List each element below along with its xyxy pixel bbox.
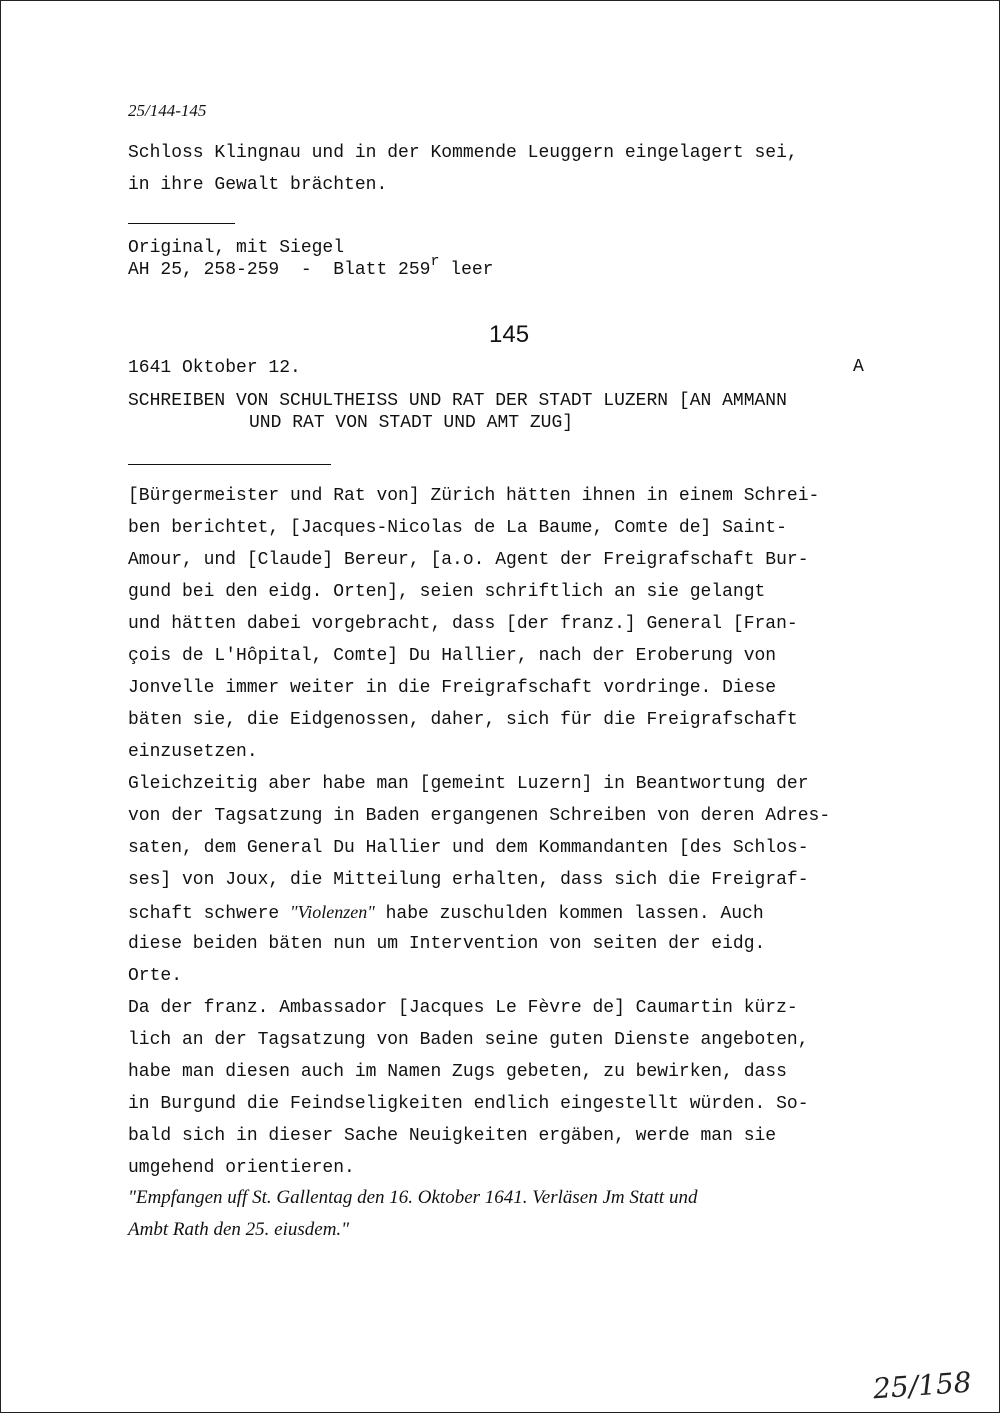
body-line: in Burgund die Feindseligkeiten endlich eingestellt würden. So- bbox=[128, 1094, 809, 1114]
body-line: çois de L'Hôpital, Comte] Du Hallier, nach der Eroberung von bbox=[128, 646, 777, 666]
continuation-line-1: Schloss Klingnau und in der Kommende Leuggern eingelagert sei, bbox=[128, 143, 798, 163]
body-line: bäten sie, die Eidgenossen, daher, sich für die Freigrafschaft bbox=[128, 710, 798, 730]
body-line-start: schaft schwere bbox=[128, 904, 291, 924]
source-note-superscript: r bbox=[430, 253, 440, 270]
page-reference: 25/144-145 bbox=[128, 101, 207, 120]
separator-rule-short bbox=[128, 223, 235, 224]
continuation-line-2: in ihre Gewalt brächten. bbox=[128, 175, 388, 195]
body-line: einzusetzen. bbox=[128, 742, 258, 762]
document-title-line-2: UND RAT VON STADT UND AMT ZUG] bbox=[249, 413, 574, 433]
body-line: ses] von Joux, die Mitteilung erhalten, dass sich die Freigraf- bbox=[128, 870, 809, 890]
document-date: 1641 Oktober 12. bbox=[128, 358, 301, 378]
source-note-line-2 bbox=[128, 253, 494, 280]
body-line: Orte. bbox=[128, 966, 183, 986]
body-line: habe man diesen auch im Namen Zugs gebeten, zu bewirken, dass bbox=[128, 1062, 787, 1082]
document-title-line-1: SCHREIBEN VON SCHULTHEISS UND RAT DER STADT LUZERN [AN AMMANN bbox=[128, 391, 787, 411]
body-line: bald sich in dieser Sache Neuigkeiten ergäben, werde man sie bbox=[128, 1126, 777, 1146]
body-line-with-quote bbox=[128, 902, 764, 924]
body-line: [Bürgermeister und Rat von] Zürich hätten ihnen in einem Schrei- bbox=[128, 486, 820, 506]
document-letter: A bbox=[853, 357, 864, 377]
body-line: Amour, und [Claude] Bereur, [a.o. Agent der Freigrafschaft Bur- bbox=[128, 550, 809, 570]
separator-rule-long bbox=[128, 464, 331, 465]
body-line: gund bei den eidg. Orten], seien schriftlich an sie gelangt bbox=[128, 582, 766, 602]
source-note-ref: AH 25, 258-259 - Blatt 259 bbox=[128, 260, 431, 280]
quoted-word: "Violenzen" bbox=[290, 902, 375, 922]
body-line: und hätten dabei vorgebracht, dass [der franz.] General [Fran- bbox=[128, 614, 798, 634]
body-line: Da der franz. Ambassador [Jacques Le Fèvre de] Caumartin kürz- bbox=[128, 998, 798, 1018]
handwritten-page-stamp: 25/158 bbox=[871, 1365, 973, 1406]
endorsement-line-2: Ambt Rath den 25. eiusdem." bbox=[128, 1219, 350, 1240]
body-line: umgehend orientieren. bbox=[128, 1158, 355, 1178]
body-line: Jonvelle immer weiter in die Freigrafschaft vordringe. Diese bbox=[128, 678, 777, 698]
source-note-line-1: Original, mit Siegel bbox=[128, 238, 345, 258]
body-line: ben berichtet, [Jacques-Nicolas de La Baume, Comte de] Saint- bbox=[128, 518, 787, 538]
source-note-leer: leer bbox=[450, 260, 494, 280]
body-line: von der Tagsatzung in Baden ergangenen Schreiben von deren Adres- bbox=[128, 806, 831, 826]
body-line: saten, dem General Du Hallier und dem Kommandanten [des Schlos- bbox=[128, 838, 809, 858]
body-line-end: habe zuschulden kommen lassen. Auch bbox=[374, 904, 764, 924]
body-line: Gleichzeitig aber habe man [gemeint Luzern] in Beantwortung der bbox=[128, 774, 809, 794]
body-line: lich an der Tagsatzung von Baden seine guten Dienste angeboten, bbox=[128, 1030, 809, 1050]
document-number: 145 bbox=[489, 321, 530, 348]
endorsement-line-1: "Empfangen uff St. Gallentag den 16. Oktober 1641. Verläsen Jm Statt und bbox=[128, 1187, 698, 1208]
body-line: diese beiden bäten nun um Intervention von seiten der eidg. bbox=[128, 934, 766, 954]
